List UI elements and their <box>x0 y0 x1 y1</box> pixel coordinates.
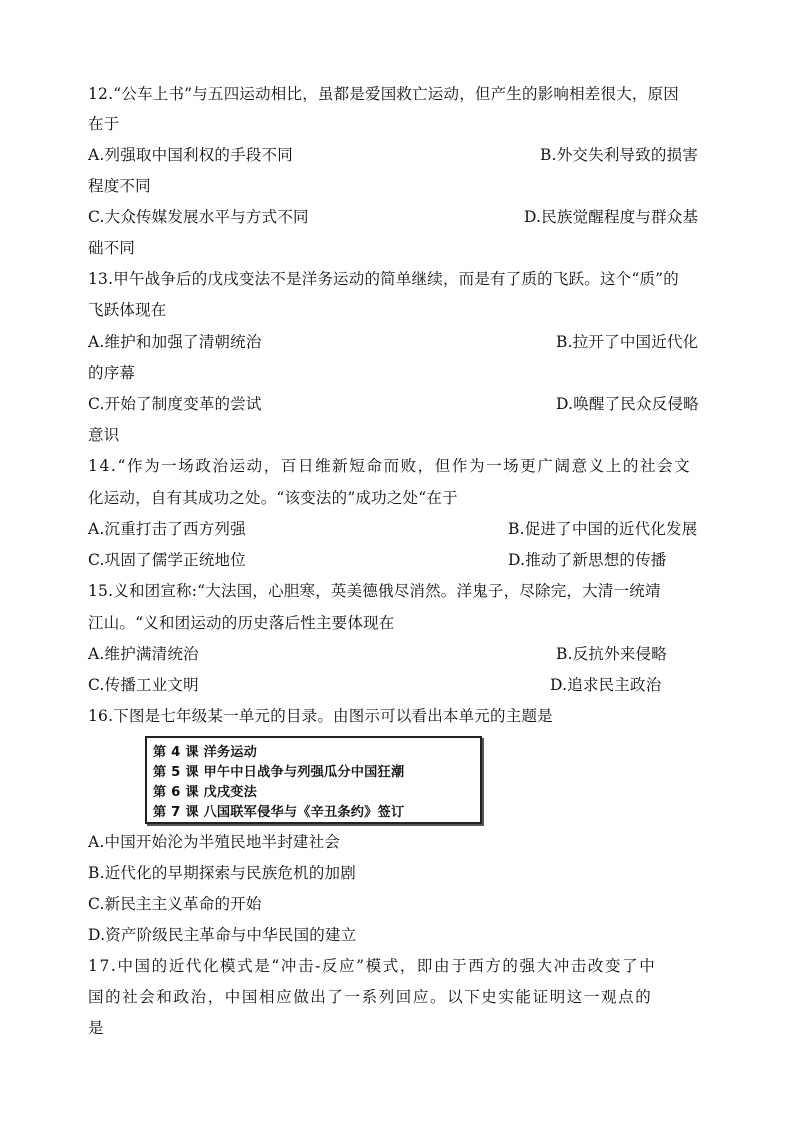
q12-option-d: D.民族觉醒程度与群众基 <box>524 208 699 226</box>
toc-item-lesson-5: 第 5 课 甲午中日战争与列强瓜分中国狂潮 <box>153 765 405 780</box>
q13-option-b: B.拉开了中国近代化 <box>556 333 699 351</box>
q16-option-d: D.资产阶级民主革命与中华民国的建立 <box>88 926 357 944</box>
toc-item-lesson-7: 第 7 课 八国联军侵华与《辛丑条约》签订 <box>153 805 405 820</box>
q14-stem-line2: 化运动，自有其成功之处。“该变法的”成功之处“在于 <box>88 489 458 507</box>
q17-stem-line3: 是 <box>88 1019 104 1037</box>
q14-option-b: B.促进了中国的近代化发展 <box>508 520 698 538</box>
q13-option-c: C.开始了制度变革的尝试 <box>88 395 262 413</box>
toc-item-lesson-4: 第 4 课 洋务运动 <box>153 745 258 760</box>
q16-option-a: A.中国开始沦为半殖民地半封建社会 <box>88 833 341 851</box>
q14-option-d: D.推动了新思想的传播 <box>508 551 667 569</box>
q16-option-b: B.近代化的早期探索与民族危机的加剧 <box>88 864 356 882</box>
q13-stem-line1: 13.甲午战争后的戊戌变法不是洋务运动的简单继续，而是有了质的飞跃。这个“质”的 <box>88 270 680 288</box>
q16-stem: 16.下图是七年级某一单元的目录。由图示可以看出本单元的主题是 <box>88 707 553 725</box>
q17-stem-line1: 17.中国的近代化模式是“冲击-反应”模式，即由于西方的强大冲击改变了中 <box>88 957 657 975</box>
q12-stem-line2: 在于 <box>88 115 120 133</box>
q13-option-b-wrap: 的序幕 <box>88 364 136 382</box>
q12-option-d-wrap: 础不同 <box>88 239 136 257</box>
q15-option-a: A.维护满清统治 <box>88 645 199 663</box>
q16-option-c: C.新民主主义革命的开始 <box>88 895 262 913</box>
q15-option-d: D.追求民主政治 <box>550 676 662 694</box>
q12-option-b-wrap: 程度不同 <box>88 177 151 195</box>
q14-stem-line1: 14.“作为一场政治运动，百日维新短命而败，但作为一场更广阔意义上的社会文 <box>88 457 692 475</box>
q14-option-a: A.沉重打击了西方列强 <box>88 520 246 538</box>
q13-option-a: A.维护和加强了清朝统治 <box>88 333 262 351</box>
q15-stem-line1: 15.义和团宣称:“大法国，心胆寒，英美德俄尽消然。洋鬼子，尽除完，大清一统靖 <box>88 582 661 600</box>
q13-option-d: D.唤醒了民众反侵略 <box>556 395 699 413</box>
q15-option-c: C.传播工业文明 <box>88 676 199 694</box>
q13-option-d-wrap: 意识 <box>88 426 120 444</box>
toc-item-lesson-6: 第 6 课 戊戌变法 <box>153 785 258 800</box>
toc-figure <box>145 736 482 824</box>
q15-stem-line2: 江山。“义和团运动的历史落后性主要体现在 <box>88 614 395 632</box>
q14-option-c: C.巩固了儒学正统地位 <box>88 551 246 569</box>
q12-stem-line1: 12.“公车上书”与五四运动相比，虽都是爱国救亡运动，但产生的影响相差很大，原因 <box>88 85 680 103</box>
q12-option-a: A.列强取中国利权的手段不同 <box>88 146 293 164</box>
q12-option-c: C.大众传媒发展水平与方式不同 <box>88 208 309 226</box>
q17-stem-line2: 国的社会和政治，中国相应做出了一系列回应。以下史实能证明这一观点的 <box>88 988 653 1006</box>
q12-option-b: B.外交失利导致的损害 <box>540 146 699 164</box>
q15-option-b: B.反抗外来侵略 <box>556 645 667 663</box>
q13-stem-line2: 飞跃体现在 <box>88 301 167 319</box>
